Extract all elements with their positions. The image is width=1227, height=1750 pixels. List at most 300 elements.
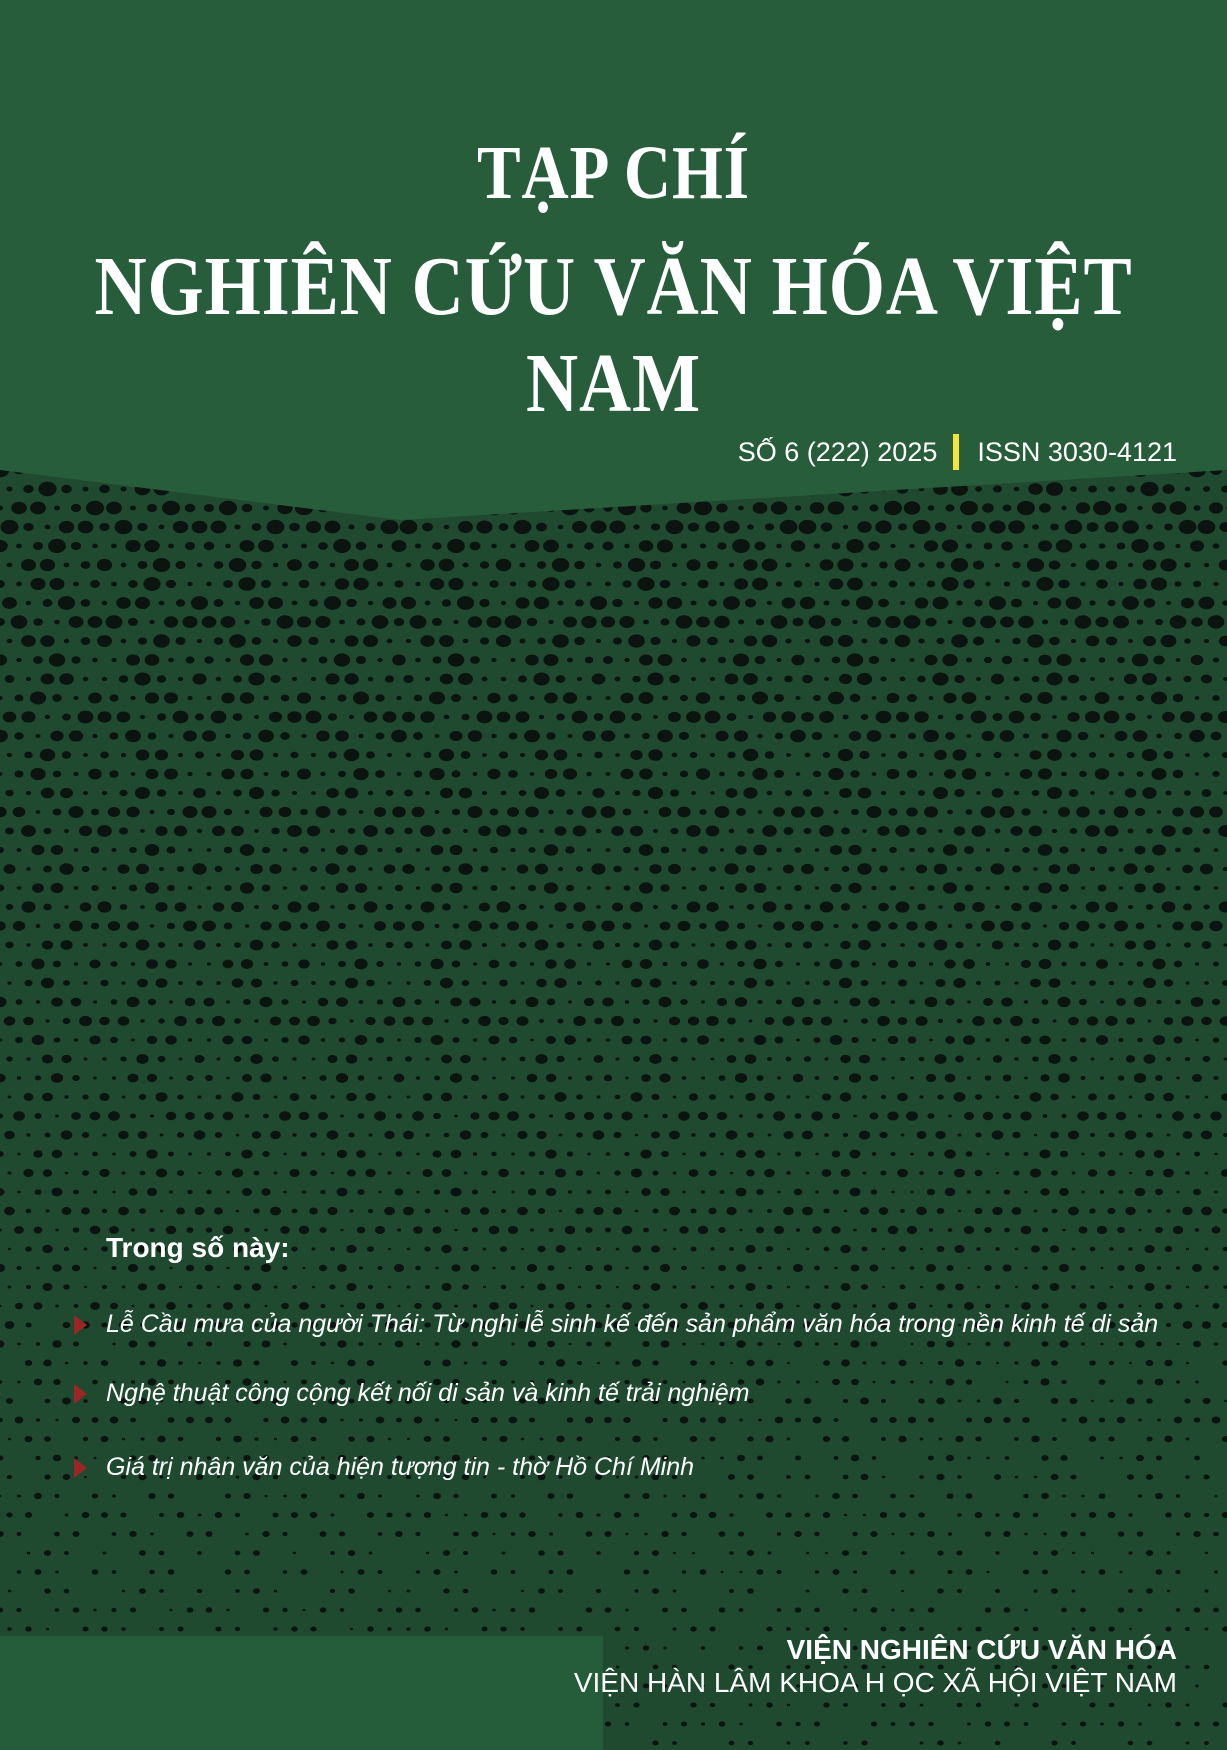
pattern-dot [777,1191,780,1194]
pattern-dot [81,599,91,607]
pattern-dot [929,1038,933,1041]
pattern-dot [642,1493,650,1499]
pattern-dot [301,1569,308,1574]
pattern-dot [1192,1264,1202,1272]
pattern-dot [1146,1437,1152,1442]
pattern-dot [795,696,800,700]
pattern-dot [720,1457,724,1460]
pattern-dot [592,788,604,798]
pattern-dot [1003,1112,1012,1119]
pattern-dot [539,715,544,719]
pattern-dot [507,921,519,931]
pattern-dot [320,772,326,776]
pattern-dot [136,750,150,761]
pattern-dot [1166,1209,1171,1213]
pattern-dot [632,1359,641,1366]
pattern-dot [463,639,469,644]
pattern-dot [881,1703,886,1707]
pattern-dot [261,1188,270,1195]
pattern-dot [1144,1245,1154,1253]
pattern-dot [643,1266,649,1271]
pattern-dot [464,1362,468,1365]
pattern-dot [242,1036,253,1045]
pattern-dot [1099,1379,1106,1384]
pattern-dot [1042,1227,1048,1232]
pattern-dot [576,866,583,872]
pattern-dot [1089,1360,1096,1365]
pattern-dot [908,733,916,740]
pattern-dot [605,886,610,890]
pattern-dot [584,1112,594,1120]
pattern-dot [187,1531,194,1537]
pattern-dot [624,1152,629,1156]
pattern-dot [936,1398,945,1405]
pattern-dot [440,788,453,798]
pattern-dot [824,677,829,681]
pattern-dot [870,1112,879,1119]
pattern-dot [1071,1741,1076,1745]
pattern-dot [91,1417,98,1423]
pattern-dot [700,543,706,548]
pattern-dot [74,1304,79,1308]
pattern-dot [316,920,330,931]
pattern-dot [5,675,15,683]
pattern-dot [1059,846,1068,853]
pattern-dot [967,1457,971,1460]
pattern-dot [1203,828,1210,834]
pattern-dot [700,734,705,738]
pattern-dot [743,673,758,685]
pattern-dot [502,1551,506,1554]
pattern-dot [976,753,982,758]
pattern-dot [1081,1153,1084,1156]
pattern-dot [920,1704,924,1707]
pattern-dot [492,1190,496,1193]
pattern-dot [1193,1113,1200,1119]
pattern-dot [821,1016,832,1025]
pattern-dot [984,657,992,663]
pattern-dot [691,867,696,871]
pattern-dot [481,1512,489,1518]
pattern-dot [129,1151,136,1157]
pattern-dot [1128,563,1133,567]
pattern-dot [72,1075,80,1081]
pattern-dot [729,1247,734,1251]
pattern-dot [635,1134,639,1137]
pattern-dot [925,921,937,931]
pattern-dot [846,539,864,553]
pattern-dot [396,1607,402,1612]
pattern-dot [756,1379,765,1386]
pattern-dot [1109,981,1114,985]
pattern-dot [111,582,117,587]
pattern-dot [415,1532,420,1536]
pattern-dot [976,791,981,795]
pattern-dot [882,1476,886,1479]
pattern-dot [1023,1152,1028,1156]
pattern-dot [243,733,251,740]
pattern-dot [439,559,455,572]
pattern-dot [965,923,972,929]
pattern-dot [1135,1340,1145,1348]
pattern-dot [17,1343,21,1346]
pattern-dot [441,1245,451,1253]
pattern-dot [1195,1380,1199,1383]
pattern-dot [775,961,783,967]
pattern-dot [425,791,430,795]
pattern-dot [548,620,553,624]
pattern-dot [545,769,557,779]
pattern-dot [253,1588,260,1594]
pattern-dot [214,561,224,569]
pattern-dot [813,695,821,701]
pattern-dot [985,1304,991,1309]
pattern-dot [773,1111,785,1120]
pattern-dot [1012,1132,1020,1139]
pattern-dot [946,1455,954,1461]
pattern-dot [520,981,524,984]
pattern-dot [576,1512,584,1518]
pattern-dot [832,1493,840,1499]
pattern-dot [1081,1342,1085,1345]
pattern-dot [1090,1247,1096,1252]
pattern-dot [958,1210,961,1213]
pattern-dot [568,1190,572,1193]
pattern-dot [1214,1190,1218,1193]
pattern-dot [1213,1608,1219,1613]
pattern-dot [312,1286,315,1289]
pattern-dot [552,634,569,647]
pattern-dot [1004,581,1010,586]
pattern-dot [177,1094,183,1099]
pattern-dot [672,1513,678,1518]
pattern-dot [139,1208,146,1214]
pattern-dot [1099,1569,1106,1575]
pattern-dot [585,657,593,664]
pattern-dot [1193,1341,1201,1347]
pattern-dot [235,1589,239,1593]
pattern-dot [243,1493,250,1499]
pattern-dot [1061,962,1066,966]
pattern-dot [65,1514,69,1517]
pattern-dot [992,713,1002,721]
pattern-dot [700,658,706,663]
pattern-dot [805,1741,810,1745]
issue-number: SỐ 6 (222) 2025 [737,436,938,467]
pattern-dot [216,753,221,757]
pattern-dot [73,1342,79,1347]
pattern-dot [1069,789,1079,797]
pattern-dot [121,639,127,644]
pattern-dot [795,1607,802,1612]
pattern-dot [509,1037,517,1044]
pattern-dot [699,885,707,892]
pattern-dot [976,1361,981,1365]
pattern-dot [755,656,766,665]
pattern-dot [720,1152,724,1155]
pattern-dot [1067,712,1079,722]
pattern-dot [897,1093,908,1102]
pattern-dot [585,1265,593,1271]
pattern-dot [229,558,247,572]
pattern-dot [851,809,859,815]
pattern-dot [947,1570,952,1574]
pattern-dot [99,1093,109,1101]
pattern-dot [927,1189,935,1196]
pattern-dot [936,561,945,568]
pattern-dot [386,563,392,568]
pattern-dot [478,826,491,836]
pattern-dot [179,1057,183,1060]
pattern-dot [967,1343,970,1346]
pattern-dot [206,1341,212,1346]
pattern-dot [1029,902,1042,913]
pattern-dot [643,620,649,625]
pattern-dot [518,675,527,682]
pattern-dot [644,1114,649,1118]
pattern-dot [1058,807,1070,817]
pattern-dot [537,1246,545,1252]
pattern-dot [90,1112,101,1121]
pattern-dot [1086,902,1100,913]
pattern-dot [995,639,1000,643]
pattern-dot [538,1208,545,1214]
pattern-dot [900,1285,906,1290]
pattern-dot [240,769,253,780]
pattern-dot [463,1551,468,1555]
pattern-dot [985,1721,991,1726]
pattern-dot [670,941,679,948]
pattern-dot [433,1493,441,1499]
pattern-dot [368,1209,373,1213]
pattern-dot [555,826,567,836]
pattern-dot [74,886,79,890]
pattern-dot [1164,524,1173,531]
pattern-dot [165,1035,177,1044]
pattern-dot [74,962,78,965]
pattern-dot [169,1076,173,1079]
pattern-dot [378,886,383,890]
pattern-dot [705,521,720,533]
pattern-dot [622,1226,633,1235]
pattern-dot [289,523,300,532]
pattern-dot [1080,1037,1087,1042]
pattern-dot [786,1057,792,1062]
pattern-dot [240,882,254,893]
pattern-dot [491,1494,497,1499]
pattern-dot [73,1190,79,1195]
pattern-dot [397,1228,401,1231]
pattern-dot [1185,753,1190,757]
pattern-dot [1205,1628,1209,1631]
pattern-dot [490,847,498,854]
pattern-dot [1038,540,1052,551]
pattern-dot [752,768,767,780]
pattern-dot [615,981,619,984]
pattern-dot [1100,734,1105,738]
pattern-dot [1051,1588,1058,1594]
pattern-dot [1047,787,1062,799]
pattern-dot [1173,1226,1183,1234]
pattern-dot [281,999,288,1005]
pattern-dot [1142,749,1157,761]
pattern-dot [680,1417,689,1424]
pattern-dot [686,711,701,723]
pattern-dot [691,1057,695,1060]
pattern-dot [1040,1074,1049,1081]
pattern-dot [680,771,688,778]
pattern-dot [632,1245,641,1252]
pattern-dot [1070,904,1076,909]
pattern-dot [424,980,432,986]
pattern-dot [130,1607,136,1612]
pattern-dot [74,1152,78,1155]
pattern-dot [50,578,65,590]
pattern-dot [596,905,601,909]
pattern-dot [1042,1266,1048,1271]
pattern-dot [777,1266,782,1270]
pattern-dot [472,1190,478,1195]
pattern-dot [701,1343,704,1345]
pattern-dot [1184,1398,1190,1403]
pattern-dot [1190,806,1204,817]
pattern-dot [900,791,906,796]
pattern-dot [719,582,724,586]
pattern-dot [24,980,32,986]
pattern-dot [729,563,734,567]
pattern-dot [919,1627,924,1631]
pattern-dot [299,1112,310,1120]
pattern-dot [234,1018,241,1024]
pattern-dot [795,1151,801,1156]
pattern-dot [870,1531,877,1537]
pattern-dot [515,711,529,722]
pattern-dot [440,978,453,989]
pattern-dot [964,1112,974,1120]
pattern-dot [606,772,611,776]
bottom-left-band [0,1636,603,1750]
pattern-dot [899,1246,906,1252]
pattern-dot [118,1207,129,1216]
pattern-dot [59,521,74,533]
pattern-dot [41,788,54,799]
pattern-dot [83,943,88,947]
pattern-dot [730,1362,733,1365]
pattern-dot [529,1113,536,1118]
pattern-dot [1125,788,1137,797]
pattern-dot [861,1018,868,1024]
pattern-dot [623,808,632,815]
pattern-dot [450,1188,461,1197]
pattern-dot [147,1074,157,1082]
pattern-dot [51,1073,63,1083]
pattern-dot [14,732,23,739]
pattern-dot [1195,1685,1199,1688]
pattern-dot [1018,616,1034,628]
pattern-dot [424,1626,431,1631]
pattern-dot [1080,658,1086,663]
pattern-dot [548,1570,553,1574]
pattern-dot [806,1096,810,1099]
pattern-dot [678,921,691,931]
pattern-dot [327,940,339,950]
pattern-dot [840,1092,851,1101]
pattern-dot [945,1074,956,1083]
pattern-dot [556,714,565,721]
pattern-dot [1186,1704,1190,1707]
pattern-dot [604,1531,611,1537]
pattern-dot [108,807,121,817]
pattern-dot [1088,1093,1097,1100]
pattern-dot [917,904,926,911]
pattern-dot [863,1171,867,1174]
pattern-dot [92,1569,99,1574]
pattern-dot [834,734,839,738]
pattern-dot [309,599,318,606]
pattern-dot [205,1417,213,1423]
pattern-dot [306,711,322,724]
pattern-dot [452,770,461,777]
pattern-dot [1166,601,1171,605]
pattern-dot [224,847,233,854]
pattern-dot [330,1247,335,1251]
pattern-dot [204,542,215,550]
pattern-dot [680,1037,687,1043]
pattern-dot [859,1130,870,1139]
pattern-dot [1213,658,1219,663]
pattern-dot [812,732,822,740]
pattern-dot [339,620,345,625]
pattern-dot [488,1036,499,1045]
pattern-dot [577,1361,582,1365]
pattern-dot [823,1360,830,1366]
pattern-dot [758,1418,762,1421]
pattern-dot [1027,558,1044,572]
pattern-dot [157,789,166,796]
pattern-dot [330,1589,335,1593]
pattern-dot [568,1267,571,1269]
pattern-dot [1070,828,1078,834]
pattern-dot [500,1626,506,1631]
pattern-dot [160,1134,164,1137]
pattern-dot [631,1092,643,1102]
pattern-dot [1153,655,1164,664]
pattern-dot [1005,1038,1009,1041]
pattern-dot [283,848,288,852]
pattern-dot [187,582,193,586]
pattern-dot [719,1607,726,1612]
pattern-dot [718,1417,726,1424]
pattern-dot [596,1551,601,1555]
pattern-dot [771,615,788,628]
pattern-dot [928,696,933,700]
pattern-dot [1015,1248,1018,1251]
pattern-dot [35,734,40,738]
pattern-dot [1186,1248,1189,1251]
pattern-dot [795,847,802,853]
pattern-dot [794,885,802,891]
pattern-dot [173,521,188,533]
pattern-dot [526,921,538,931]
pattern-dot [1128,1741,1134,1746]
pattern-dot [287,825,302,837]
pattern-dot [16,1608,21,1612]
pattern-dot [891,1077,895,1080]
pattern-dot [231,750,244,760]
pattern-dot [918,562,924,567]
pattern-dot [1059,1340,1068,1347]
pattern-dot [1126,1055,1135,1062]
